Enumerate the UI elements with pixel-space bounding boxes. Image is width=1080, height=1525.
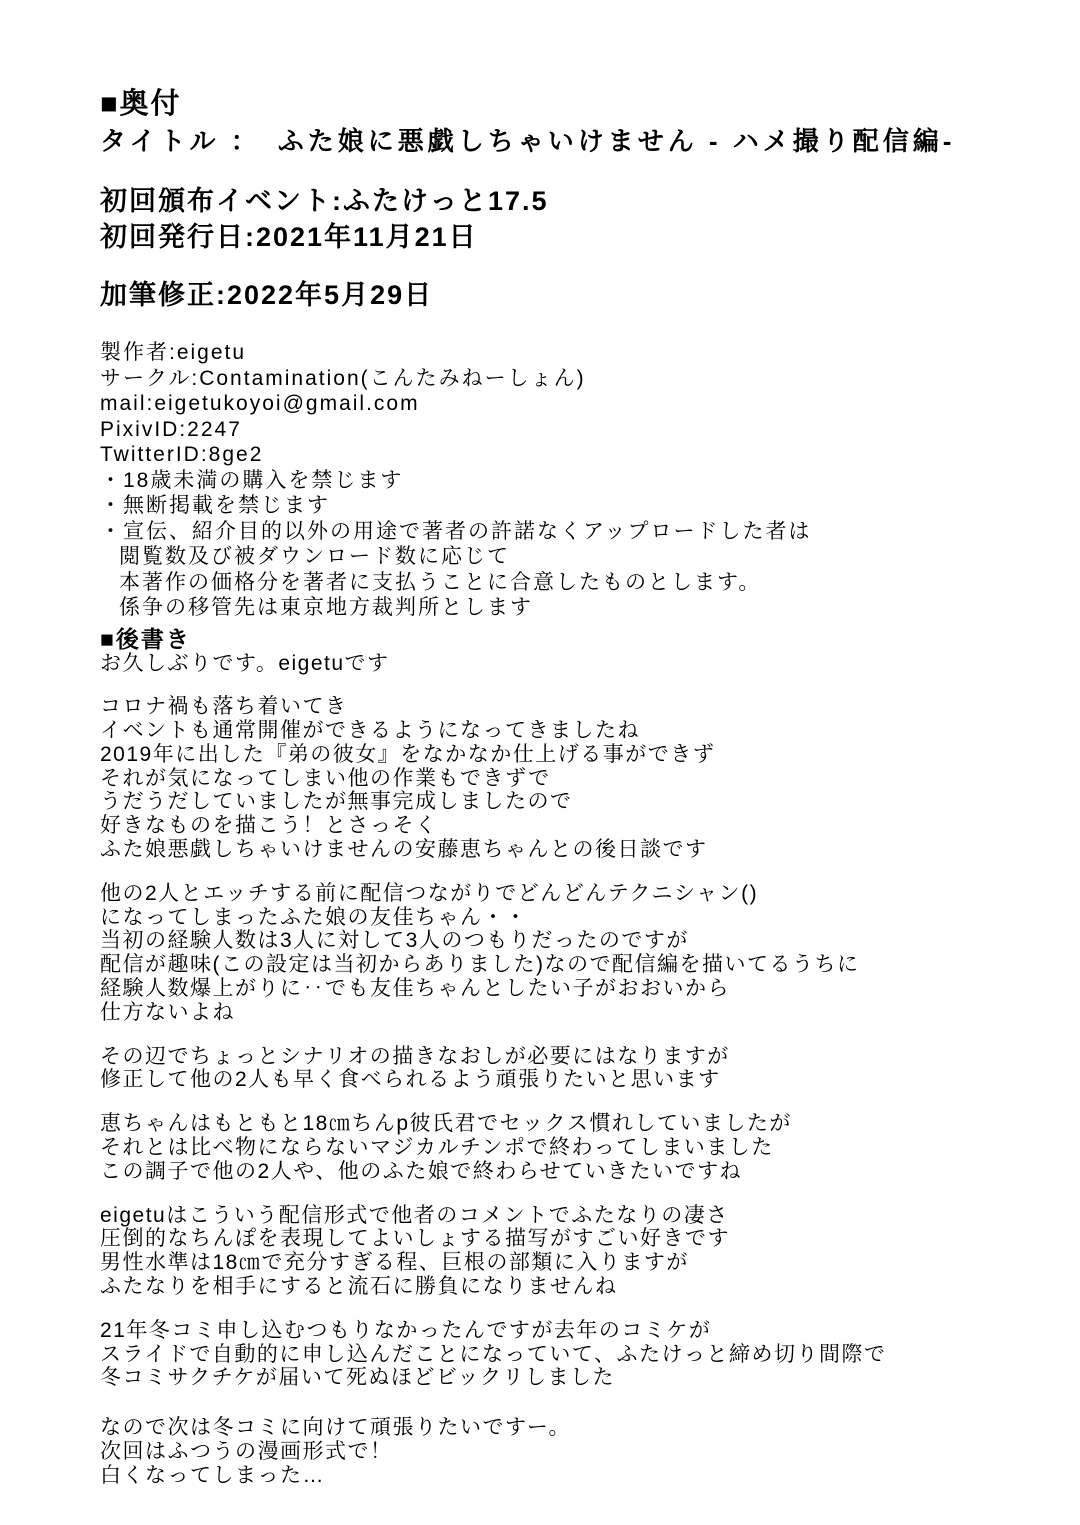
afterword-line: 2019年に出した『弟の彼女』をなかなか仕上げる事ができず (100, 742, 716, 766)
afterword-line: スライドで自動的に申し込んだことになっていて、ふたけっと締め切り間際で (100, 1342, 887, 1366)
book-title-line: タイトル ： ふた娘に悪戯しちゃいけません - ハメ撮り配信編- (100, 126, 956, 156)
afterword-line: なので次は冬コミに向けて頑張りたいですー。 (100, 1416, 572, 1440)
afterword-line: ふたなりを相手にすると流石に勝負になりませんね (100, 1275, 618, 1299)
afterword-line: 冬コミサクチケが届いて死ぬほどビックリしました (100, 1366, 615, 1390)
afterword-line: 仕方ないよね (100, 1000, 235, 1024)
first-publish-date-line: 初回発行日:2021年11月21日 (100, 222, 478, 252)
afterword-paragraph-3 (100, 1045, 1050, 1093)
afterword-line: 他の2人とエッチする前に配信つながりでどんどんテクニシャン() (100, 881, 759, 905)
afterword-line: ふた娘悪戯しちゃいけませんの安藤恵ちゃんとの後日談です (100, 838, 708, 862)
afterword-line: うだうだしていましたが無事完成しましたので (100, 790, 573, 814)
afterword-line: になってしまったふた娘の友佳ちゃん・・ (100, 905, 528, 929)
circle-line: サークル:Contamination(こんたみねーしょん) (100, 366, 586, 390)
afterword-line: それとは比べ物にならないマジカルチンポで終わってしまいました (100, 1136, 774, 1160)
afterword-line: 修正して他の2人も早く食べられるよう頑張りたいと思います (100, 1068, 721, 1092)
afterword-line: 配信が趣味(この設定は当初からありました)なので配信編を描いてるうちに (100, 953, 860, 977)
afterword-line: この調子で他の2人や、他のふた娘で終わらせていきたいですね (100, 1159, 743, 1183)
afterword-paragraph-6 (100, 1319, 1050, 1390)
afterword-line: 白くなってしまった… (100, 1463, 325, 1487)
afterword-heading: ■後書き (100, 625, 191, 652)
afterword-line: その辺でちょっとシナリオの描きなおしが必要にはなりますが (100, 1044, 730, 1068)
mail-line: mail:eigetukoyoi@gmail.com (100, 392, 420, 415)
first-event-line: 初回頒布イベント:ふたけっと17.5 (100, 186, 549, 216)
afterword-line: 男性水準は18㎝で充分すぎる程、巨根の部類に入りますが (100, 1251, 689, 1275)
colophon-section (100, 85, 1050, 621)
afterword-paragraph-7 (100, 1416, 1050, 1487)
afterword-line: 当初の経験人数は3人に対して3人のつもりだったのですが (100, 929, 689, 953)
notice-upload-terms: ・宣伝、紹介目的以外の用途で著者の許諾なくアップロードした者は (100, 519, 812, 543)
afterword-paragraph-4 (100, 1112, 1050, 1183)
afterword-section (100, 626, 1050, 1488)
twitter-id-line: TwitterID:8ge2 (100, 443, 264, 466)
notice-jurisdiction: 係争の移管先は東京地方裁判所とします (119, 596, 533, 619)
author-line: 製作者:eigetu (100, 341, 247, 364)
colophon-heading: ■奥付 (100, 88, 182, 120)
afterword-line: コロナ禍も落ち着いてき (100, 695, 348, 719)
afterword-line: eigetuはこういう配信形式で他者のコメントでふたなりの凄さ (100, 1203, 729, 1227)
afterword-line: 21年冬コミ申し込むつもりなかったんですが去年のコミケが (100, 1318, 712, 1342)
notice-no-repost: ・無断掲載を禁じます (100, 494, 330, 517)
revision-date-line: 加筆修正:2022年5月29日 (100, 280, 434, 310)
notice-age-restriction: ・18歳未満の購入を禁じます (100, 468, 404, 492)
afterword-paragraph-1 (100, 695, 1050, 862)
afterword-line: 恵ちゃんはもともと18㎝ちんp彼氏君でセックス慣れしていましたが (100, 1112, 792, 1136)
credits-block (100, 340, 1050, 621)
afterword-line: 圧倒的なちんぽを表現してよいしょする描写がすごい好きです (100, 1227, 730, 1251)
afterword-line: それが気になってしまい他の作業もできずで (100, 766, 551, 790)
afterword-line: 経験人数爆上がりに‥でも友佳ちゃんとしたい子がおおいから (100, 977, 730, 1001)
pixiv-id-line: PixivID:2247 (100, 417, 242, 441)
greeting-line: お久しぶりです。eigetuです (100, 651, 390, 675)
afterword-paragraph-2 (100, 882, 1050, 1025)
notice-upload-terms-cont-1: 閲覧数及び被ダウンロード数に応じて (119, 545, 510, 568)
afterword-line: 好きなものを描こう！とさっそく (100, 814, 438, 838)
afterword-paragraph-5 (100, 1204, 1050, 1299)
afterword-line: イベントも通常開催ができるようになってきましたね (100, 719, 640, 743)
afterword-line: 次回はふつうの漫画形式で！ (100, 1440, 393, 1464)
notice-upload-terms-cont-2: 本著作の価格分を著者に支払うことに合意したものとします。 (119, 570, 762, 594)
